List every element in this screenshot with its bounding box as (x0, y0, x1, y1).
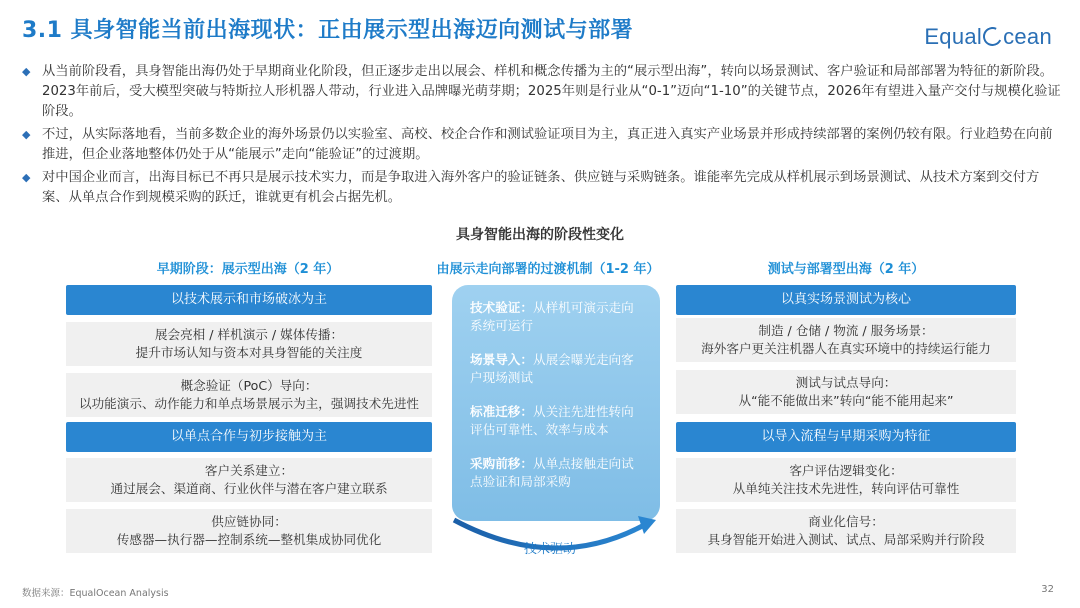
right-box-2: 测试与试点导向： 从“能不能做出来”转向“能不能用起来” (676, 370, 1016, 414)
left-column-title: 早期阶段：展示型出海（2 年） (156, 262, 340, 277)
transition-item: 场景导入：从展会曝光走向客户现场测试 (470, 352, 634, 385)
left-bar-1: 以技术展示和市场破冰为主 (66, 285, 432, 315)
equalocean-logo: Equal cean (924, 24, 1052, 49)
source-note: 数据来源：EqualOcean Analysis (22, 588, 169, 599)
right-box-4: 商业化信号： 具身智能开始进入测试、试点、局部采购并行阶段 (676, 509, 1016, 553)
diamond-icon: ◆ (22, 171, 31, 184)
right-box-1: 制造 / 仓储 / 物流 / 服务场景： 海外客户更关注机器人在真实环境中的持续运行能力 (676, 318, 1016, 362)
transition-item: 技术验证：从样机可演示走向系统可运行 (470, 300, 634, 333)
transition-panel (452, 285, 660, 521)
bullet-item: ◆ 从当前阶段看，具身智能出海仍处于早期商业化阶段，但正逐步走出以展会、样机和概念传播为主的“展示型出海”，转向以场景测试、客户验证和局部部署为特征的新阶段。2023年前后，受大模型突破与特斯拉人形机器人带动，行业进入品牌曝光萌芽期；2025年则是行业从“0-1”迈向“1-10”的关键节点，2026年有望进入量产交付与规模化验证阶段。 (22, 62, 1062, 122)
right-column-title: 测试与部署型出海（2 年） (767, 262, 925, 277)
bullet-list (22, 62, 1062, 211)
page-title: 3.1 具身智能当前出海现状：正由展示型出海迈向测试与部署 (22, 18, 634, 43)
diamond-icon: ◆ (22, 128, 31, 141)
left-bar-2: 以单点合作与初步接触为主 (66, 422, 432, 452)
diagram-title: 具身智能出海的阶段性变化 (456, 227, 624, 243)
left-box-4: 供应链协同： 传感器—执行器—控制系统—整机集成协同优化 (66, 509, 432, 553)
transition-item: 标准迁移：从关注先进性转向评估可靠性、效率与成本 (470, 404, 634, 437)
right-box-3: 客户评估逻辑变化： 从单纯关注技术先进性，转向评估可靠性 (676, 458, 1016, 502)
left-box-1: 展会亮相 / 样机演示 / 媒体传播： 提升市场认知与资本对具身智能的关注度 (66, 322, 432, 366)
right-bar-1: 以真实场景测试为核心 (676, 285, 1016, 315)
drive-label: 技术驱动 (523, 542, 576, 557)
bullet-item: ◆ 不过，从实际落地看，当前多数企业的海外场景仍以实验室、高校、校企合作和测试验证项目为主，真正进入真实产业场景并形成持续部署的案例仍较有限。行业趋势在向前推进，但企业落地整体仍处于从“能展示”走向“能验证”的过渡期。 (22, 125, 1062, 165)
right-bar-2: 以导入流程与早期采购为特征 (676, 422, 1016, 452)
left-box-3: 客户关系建立： 通过展会、渠道商、行业伙伴与潜在客户建立联系 (66, 458, 432, 502)
transition-item: 采购前移：从单点接触走向试点验证和局部采购 (470, 456, 634, 489)
left-box-2: 概念验证（PoC）导向： 以功能演示、动作能力和单点场景展示为主，强调技术先进性 (66, 373, 432, 417)
page-number: 32 (1041, 584, 1054, 595)
diamond-icon: ◆ (22, 65, 31, 78)
middle-column-title: 由展示走向部署的过渡机制（1-2 年） (436, 262, 660, 277)
bullet-item: ◆ 对中国企业而言，出海目标已不再只是展示技术实力，而是争取进入海外客户的验证链条、供应链与采购链条。谁能率先完成从样机展示到场景测试、从技术方案到交付方案、从单点合作到规模采购的跃迁，谁就更有机会占据先机。 (22, 168, 1062, 208)
